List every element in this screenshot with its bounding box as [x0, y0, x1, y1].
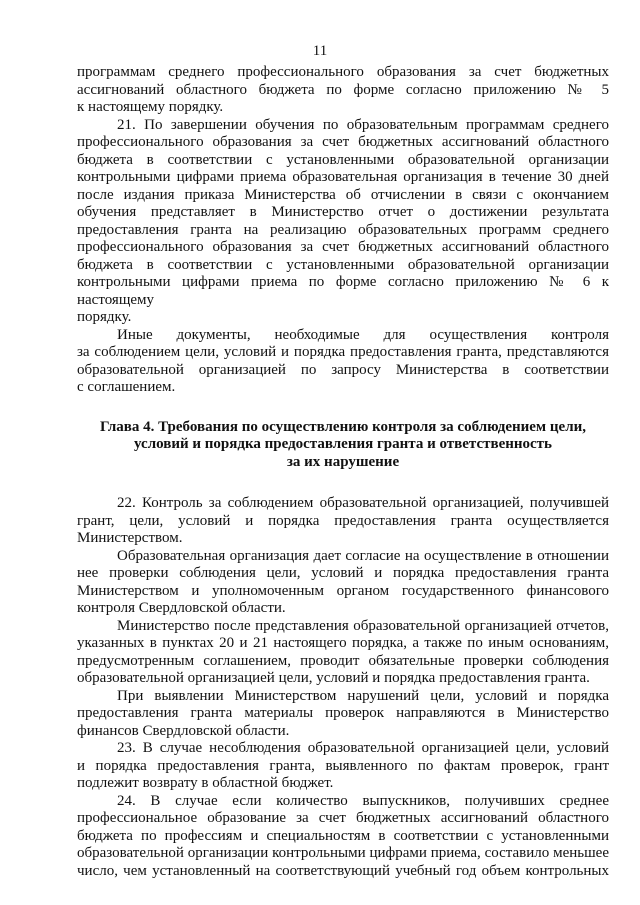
paragraph-line: к настоящему порядку. [77, 99, 224, 115]
paragraph-line: бюджета по профессиям и специальностям в соответствии с установленными [77, 827, 609, 844]
paragraphs-after-heading [77, 495, 609, 880]
paragraph-line: контроля Свердловской области. [77, 600, 286, 616]
paragraph-line: профессионального образования за счет бюджетных ассигнований областного [77, 239, 609, 255]
paragraph-line: ассигнований областного бюджета по форме согласно приложению № 5 [77, 81, 609, 98]
paragraph-line: 23. В случае несоблюдения образовательной организацией цели, условий [117, 740, 609, 756]
chapter-heading-line-1: Глава 4. Требования по осуществлению контроля за соблюдением цели, [100, 418, 586, 435]
paragraph-line: При выявлении Министерством нарушений цели, условий и порядка [117, 687, 609, 704]
paragraph-line: Министерство после представления образовательной организацией отчетов, [117, 617, 609, 634]
paragraph-line: предусмотренным соглашением, проводит обязательные проверки соблюдения [77, 652, 609, 669]
paragraph-line: с соглашением. [77, 379, 176, 395]
paragraph-line: Иные документы, необходимые для осуществления контроля [117, 326, 609, 343]
paragraph-line: образовательной организацией цели, условий и порядка предоставления гранта. [77, 670, 590, 686]
paragraph-line: Образовательная организация дает согласие на осуществление в отношении [117, 547, 609, 564]
page-number: 11 [312, 43, 328, 59]
paragraph-line: и порядка предоставления гранта, выявленного по фактам проверок, грант [77, 757, 609, 774]
paragraph-line: за соблюдением цели, условий и порядка предоставления гранта, представляются [77, 344, 609, 360]
paragraph-line: 24. В случае если количество выпускников, получивших среднее [117, 792, 609, 809]
paragraph-line: профессионального образования за счет бюджетных ассигнований областного [77, 134, 609, 150]
paragraph-line: предоставления гранта на реализацию образовательных программ среднего [77, 221, 609, 238]
paragraph-line: 21. По завершении обучения по образовательным программам среднего [117, 116, 609, 133]
paragraph-line: профессиональное образование за счет бюджетных ассигнований областного [77, 810, 609, 826]
paragraph-line: бюджета в соответствии с установленными образовательной организации [77, 151, 609, 168]
paragraph-line: Министерством. [77, 530, 183, 546]
paragraph-line: число, чем установленный на соответствующий учебный год объем контрольных [77, 862, 609, 879]
chapter-heading-line-2: условий и порядка предоставления гранта и ответственность [134, 436, 552, 452]
paragraph-line: образовательной организацией по запросу Министерства в соответствии [77, 361, 609, 378]
paragraph-line: нее проверки соблюдения цели, условий и порядка предоставления гранта [77, 565, 609, 581]
document-body [77, 64, 609, 880]
paragraph-line: порядку. [77, 309, 132, 325]
paragraph-line: предоставления гранта материалы проверок направляются в Министерство [77, 705, 609, 721]
paragraph-line: грант, цели, условий и порядка предоставления гранта осуществляется [77, 512, 609, 529]
paragraph-line: контрольными цифрами приема образовательная организация в течение 30 дней [77, 169, 609, 185]
paragraph-line: контрольными цифрами приема по форме согласно приложению № 6 к настоящему [77, 274, 609, 308]
paragraph-line: обучения представляет в Министерство отчет о достижении результата [77, 204, 609, 220]
chapter-heading [77, 419, 609, 472]
paragraph-line: подлежит возврату в областной бюджет. [77, 775, 334, 791]
paragraph-line: образовательной организации контрольными цифрами приема, составило меньшее [77, 845, 609, 861]
paragraphs-before-heading [77, 64, 609, 397]
chapter-heading-line-3: за их нарушение [286, 453, 400, 470]
paragraph-line: 22. Контроль за соблюдением образовательной организацией, получившей [117, 495, 609, 511]
paragraph-line: после издания приказа Министерства об отчислении в связи с окончанием [77, 186, 609, 203]
paragraph-line: программам среднего профессионального образования за счет бюджетных [77, 64, 609, 80]
paragraph-line: бюджета в соответствии с установленными образовательной организации [77, 256, 609, 273]
paragraph-line: указанных в пунктах 20 и 21 настоящего порядка, а также по иным основаниям, [77, 635, 609, 651]
paragraph-line: Министерством и уполномоченным органом государственного финансового [77, 582, 609, 599]
paragraph-line: финансов Свердловской области. [77, 722, 290, 739]
